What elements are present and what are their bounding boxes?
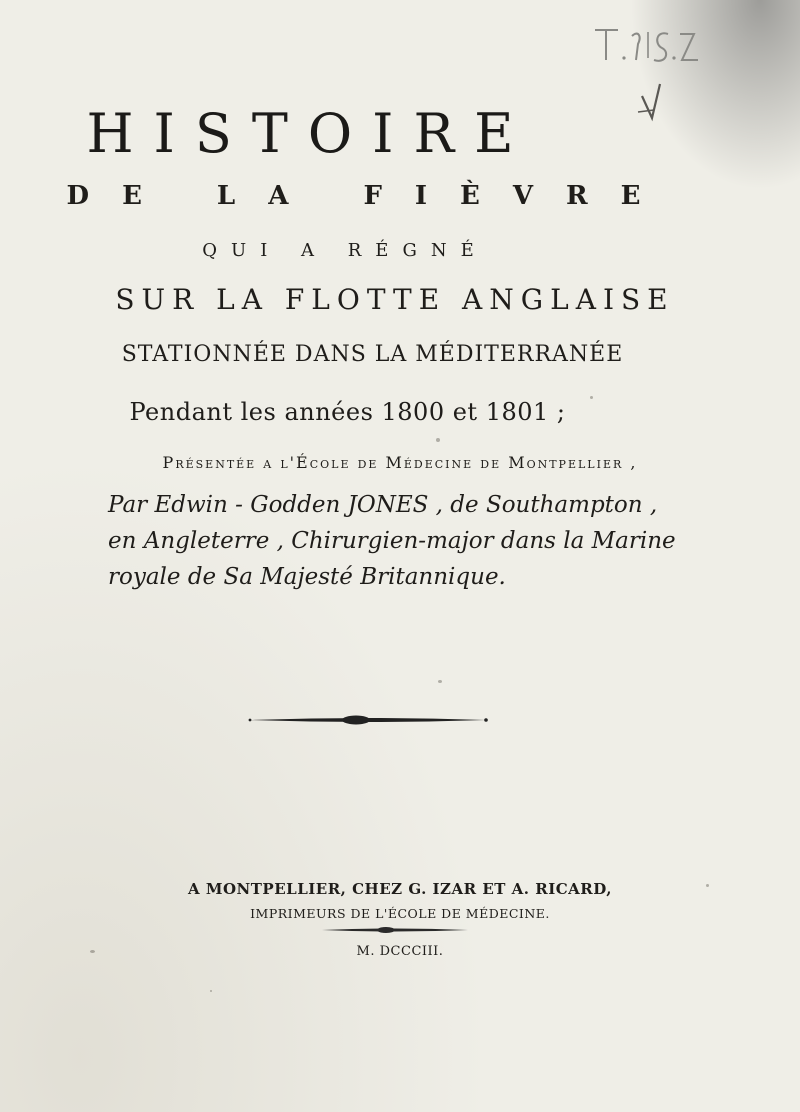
presentee-line: Présentée a l'École de Médecine de Montpellier ,: [162, 453, 638, 472]
title-qui-a-regne: QUI A RÉGNÉ: [202, 240, 488, 261]
paper-speck: [590, 396, 593, 399]
author-line-1: Par Edwin - Godden JONES , de Southampton ,: [108, 492, 658, 518]
title-de-la-fievre: DE LA FIÈVRE: [66, 181, 674, 211]
paper-speck: [436, 438, 440, 442]
ornamental-rule: [248, 714, 488, 726]
paper-speck: [706, 884, 709, 887]
author-line-3: royale de Sa Majesté Britannique.: [108, 564, 506, 590]
paper-speck: [210, 990, 212, 992]
author-block: [108, 487, 748, 595]
small-ornamental-rule: [320, 926, 470, 934]
paper-speck: [438, 680, 442, 683]
paper-speck: [90, 950, 95, 953]
imprint-printers: IMPRIMEURS DE L'ÉCOLE DE MÉDECINE.: [250, 906, 550, 921]
title-sur-la-flotte: SUR LA FLOTTE ANGLAISE: [115, 283, 675, 316]
author-line-2: en Angleterre , Chirurgien-major dans la Marine: [108, 528, 676, 554]
imprint-date: M. DCCCIII.: [356, 944, 444, 959]
title-histoire: HISTOIRE: [86, 102, 534, 165]
subtitle-stationnee: STATIONNÉE DANS LA MÉDITERRANÉE: [121, 342, 624, 367]
imprint-publisher: A MONTPELLIER, CHEZ G. IZAR ET A. RICARD,: [188, 880, 612, 898]
subtitle-pendant: Pendant les années 1800 et 1801 ;: [129, 398, 566, 426]
